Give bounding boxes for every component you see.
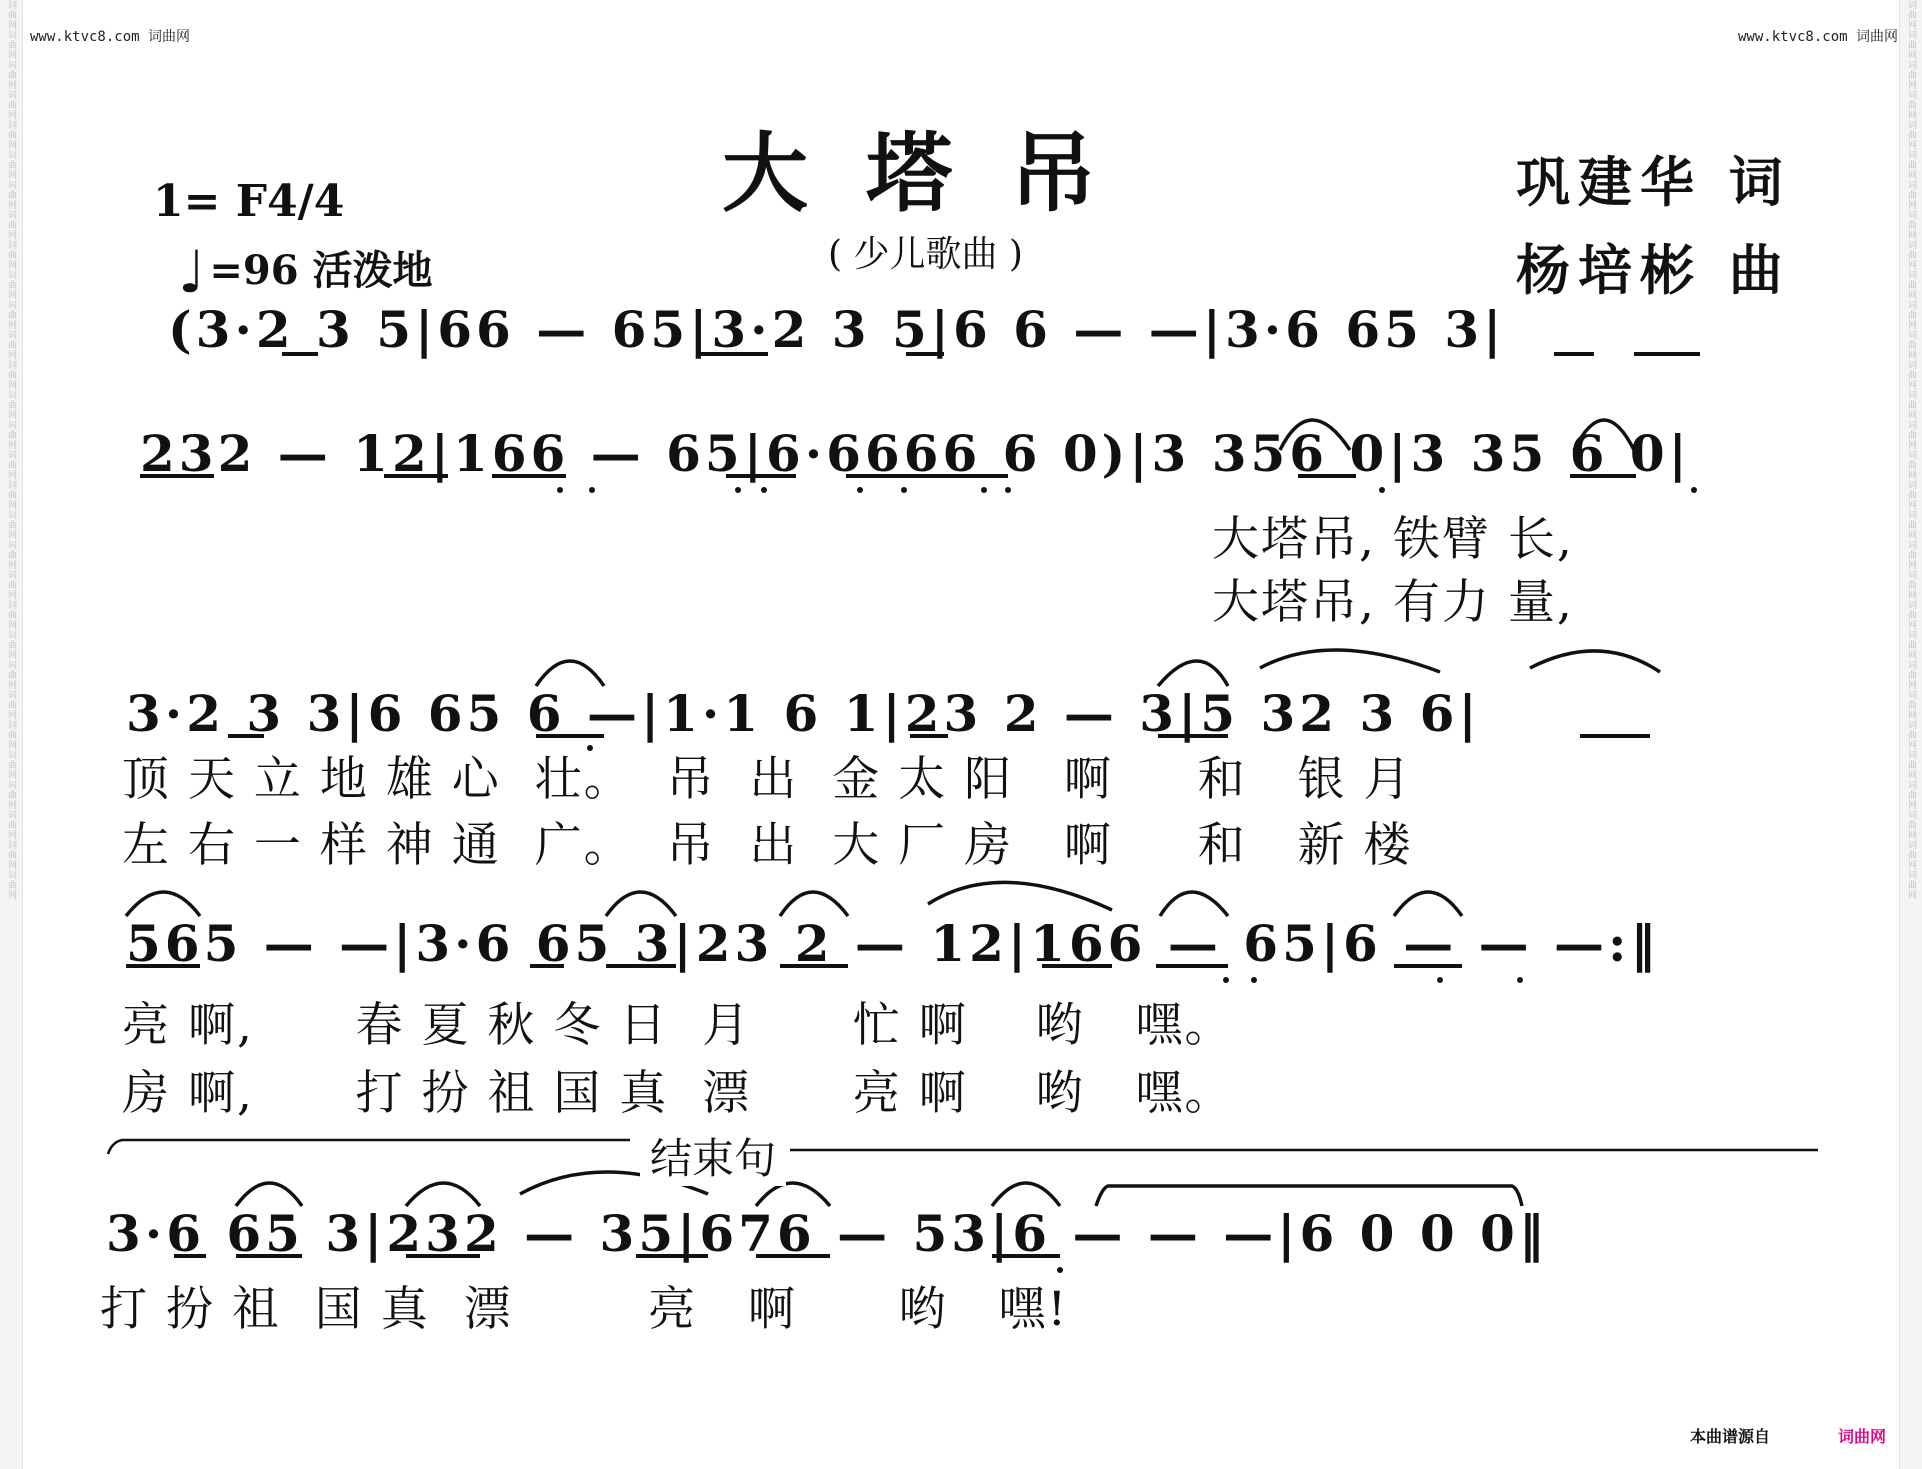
watermark-top-right: www.ktvc8.com 词曲网 [1738, 29, 1899, 45]
footer-brand-link[interactable]: 词曲网 [1838, 1427, 1887, 1446]
left-edge-watermark: 词曲网 词曲网 词曲网 词曲网 词曲网 词曲网 词曲网 词曲网 词曲网 词曲网 词曲网 词曲网 词曲网 词曲网 词曲网 词曲网 词曲网 词曲网 词曲网 词曲网 词曲网 词曲网 词曲网 词曲网 词曲网 词曲网 词曲网 词曲网 词曲网 词曲网 [0, 0, 23, 1469]
underline-beams [126, 354, 1700, 1256]
lyric-verse1-line3: 亮 啊, 春 夏 秋 冬 日 月 忙 啊 哟 嘿。 [122, 998, 1234, 1053]
quarter-note-icon: ♩ [178, 238, 206, 306]
notation-line-2: 232 — 12|166 — 65|6·6666 6 0)|3 356 0|3 35 6 0| [140, 424, 1691, 483]
lyric-verse2-line1: 大塔吊, 有力 量, [1212, 575, 1574, 630]
slur-arcs [126, 420, 1660, 1206]
ending-label: 结束句 [640, 1126, 786, 1186]
lyricist-credit: 巩建华 词 [1516, 150, 1791, 214]
lyric-verse1-line2: 顶 天 立 地 雄 心 壮。 吊 出 金 太 阳 啊 和 银 月 [122, 752, 1413, 807]
tempo-text: =96 活泼地 [209, 247, 433, 294]
right-edge-watermark: 词曲网 词曲网 词曲网 词曲网 词曲网 词曲网 词曲网 词曲网 词曲网 词曲网 词曲网 词曲网 词曲网 词曲网 词曲网 词曲网 词曲网 词曲网 词曲网 词曲网 词曲网 词曲网 词曲网 词曲网 词曲网 词曲网 词曲网 词曲网 词曲网 词曲网 [1899, 0, 1922, 1469]
notation-line-1: (3·2 3 5|66 — 65|3·2 3 5|6 6 — —|3·6 65 3| [168, 300, 1506, 359]
lyric-ending-line: 打 扮 祖 国 真 漂 亮 啊 哟 嘿! [100, 1282, 1069, 1337]
lyric-verse2-line3: 房 啊, 打 扮 祖 国 真 漂 亮 啊 哟 嘿。 [122, 1066, 1234, 1121]
song-subtitle: ( 少儿歌曲 ) [828, 234, 1023, 275]
lyric-verse2-line2: 左 右 一 样 神 通 广。 吊 出 大 厂 房 啊 和 新 楼 [122, 818, 1413, 873]
ending-bracket [108, 1140, 1818, 1154]
notation-line-4: 565 — —|3·6 65 3|23 2 — 12|166 — 65|6 — — —:‖ [126, 914, 1660, 973]
composer-credit: 杨培彬 曲 [1516, 238, 1791, 302]
song-title: 大塔吊 [722, 123, 1154, 224]
notation-line-5: 3·6 65 3|232 — 35|676 — 53|6 — — —|6 0 0 0‖ [106, 1204, 1548, 1263]
notation-line-3: 3·2 3 3|6 65 6 —|1·1 6 1|23 2 — 3|5 32 3 6| [126, 684, 1481, 743]
footer-source-text: 本曲谱源自 [1690, 1427, 1771, 1446]
lyric-verse1-line1: 大塔吊, 铁臂 长, [1212, 512, 1574, 567]
watermark-top-left: www.ktvc8.com 词曲网 [30, 29, 191, 45]
key-signature: 1= F4/4 [153, 176, 345, 227]
